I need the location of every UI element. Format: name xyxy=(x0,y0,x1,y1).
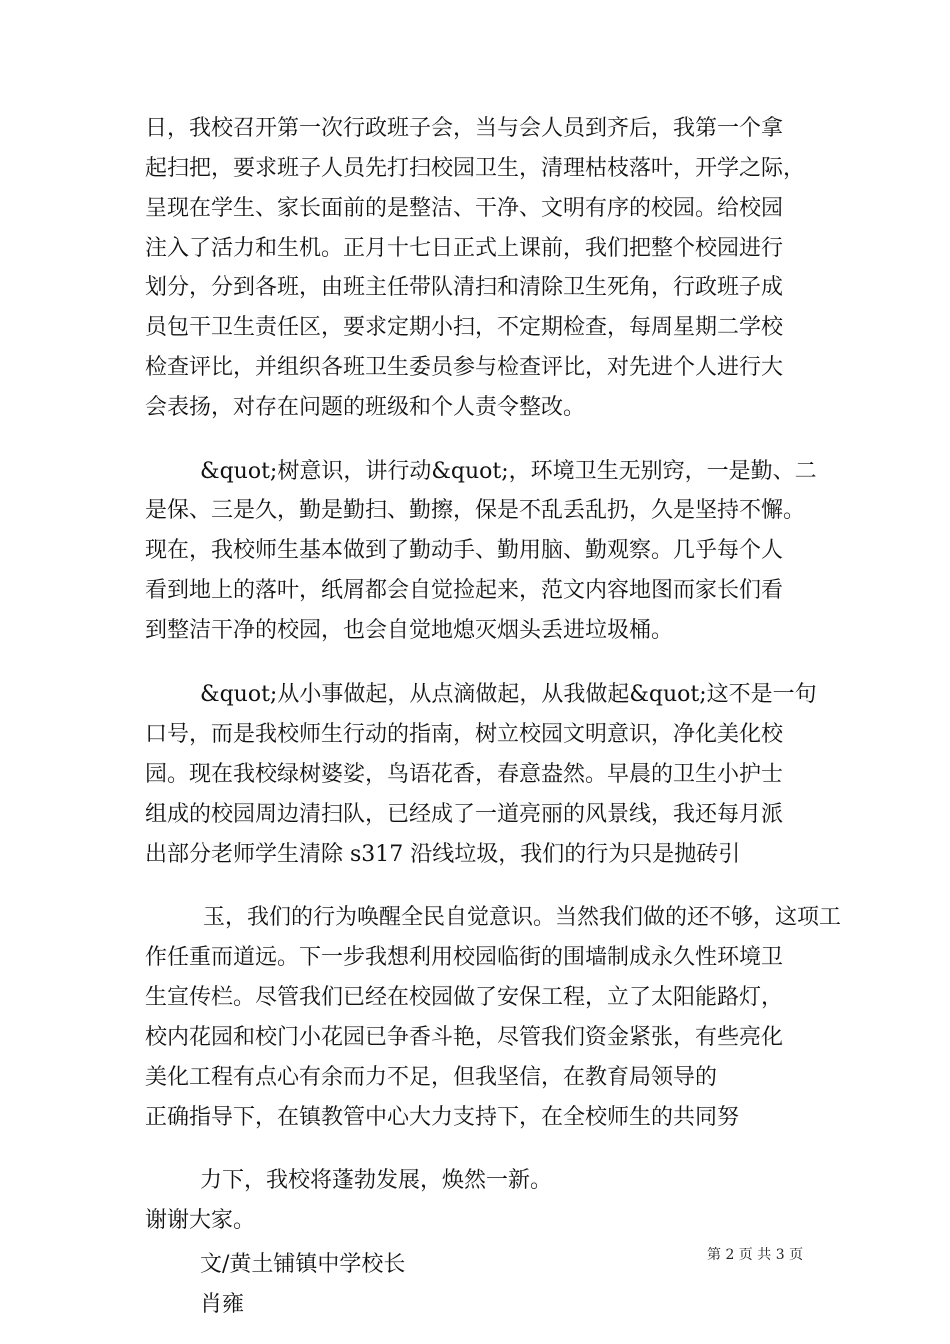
text-line: 谢谢大家。 xyxy=(145,1208,256,1233)
text-line: 生宣传栏。尽管我们已经在校园做了安保工程，立了太阳能路灯， xyxy=(145,985,784,1010)
text-line: 是保、三是久，勤是勤扫、勤擦，保是不乱丢乱扔，久是坚持不懈。 xyxy=(145,498,806,523)
text-line: 呈现在学生、家长面前的是整洁、干净、文明有序的校园。给校园 xyxy=(145,196,784,221)
text-line: 划分，分到各班，由班主任带队清扫和清除卫生死角，行政班子成 xyxy=(145,275,784,300)
text-line: 出部分老师学生清除 s317 沿线垃圾，我们的行为只是抛砖引 xyxy=(145,842,741,867)
text-line: 看到地上的落叶，纸屑都会自觉捡起来，范文内容地图而家长们看 xyxy=(145,578,784,603)
text-line: 口号，而是我校师生行动的指南，树立校园文明意识，净化美化校 xyxy=(145,722,784,747)
text-line: 组成的校园周边清扫队，已经成了一道亮丽的风景线，我还每月派 xyxy=(145,802,784,827)
text-line: 现在，我校师生基本做到了勤动手、勤用脑、勤观察。几乎每个人 xyxy=(145,538,784,563)
page-number: 第 2 页 共 3 页 xyxy=(707,1247,804,1263)
text-line: 园。现在我校绿树婆娑，鸟语花香，春意盎然。早晨的卫生小护士 xyxy=(145,762,784,787)
signature-line: 肖雍 xyxy=(200,1292,245,1317)
text-line: 力下，我校将蓬勃发展，焕然一新。 xyxy=(200,1168,553,1193)
text-line: 检查评比，并组织各班卫生委员参与检查评比，对先进个人进行大 xyxy=(145,355,784,380)
text-line: 到整洁干净的校园，也会自觉地熄灭烟头丢进垃圾桶。 xyxy=(145,618,674,643)
text-line: 玉，我们的行为唤醒全民自觉意识。当然我们做的还不够，这项工 xyxy=(203,905,842,930)
text-line: 会表扬，对存在问题的班级和个人责令整改。 xyxy=(145,395,586,420)
text-line: 作任重而道远。下一步我想利用校园临街的围墙制成永久性环境卫 xyxy=(145,945,784,970)
text-line: 起扫把，要求班子人员先打扫校园卫生，清理枯枝落叶，开学之际， xyxy=(145,156,806,181)
text-line: 日，我校召开第一次行政班子会，当与会人员到齐后，我第一个拿 xyxy=(145,116,784,141)
text-line: 校内花园和校门小花园已争香斗艳，尽管我们资金紧张，有些亮化 xyxy=(145,1025,784,1050)
text-line: 员包干卫生责任区，要求定期小扫，不定期检查，每周星期二学校 xyxy=(145,315,784,340)
closing-line: 文/黄土铺镇中学校长 xyxy=(200,1252,406,1277)
text-line: &quot;树意识，讲行动&quot;，环境卫生无别窍，一是勤、二 xyxy=(200,459,817,484)
text-line: 正确指导下，在镇教管中心大力支持下，在全校师生的共同努 xyxy=(145,1105,740,1130)
text-line: 注入了活力和生机。正月十七日正式上课前，我们把整个校园进行 xyxy=(145,236,784,261)
text-line: 美化工程有点心有余而力不足，但我坚信，在教育局领导的 xyxy=(145,1065,718,1090)
text-line: &quot;从小事做起，从点滴做起，从我做起&quot;这不是一句 xyxy=(200,682,817,707)
